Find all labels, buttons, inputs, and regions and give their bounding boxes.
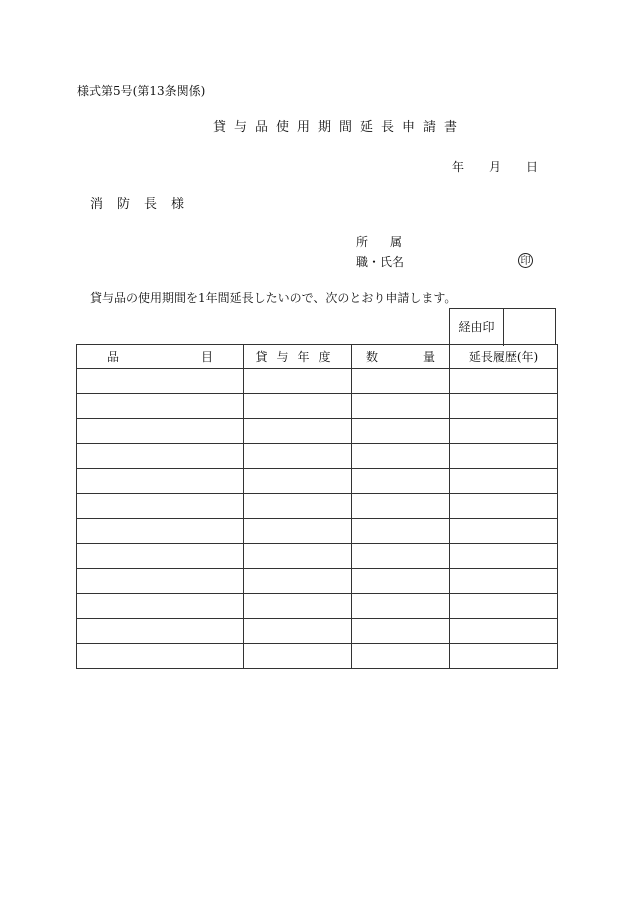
lending-year-cell[interactable]	[244, 544, 352, 569]
extension-history-cell[interactable]	[450, 419, 558, 444]
header-extension-history: 延長履歴(年)	[450, 345, 558, 369]
items-table	[76, 344, 558, 669]
item-cell[interactable]	[77, 369, 244, 394]
header-lending-year: 貸与年度	[244, 345, 352, 369]
item-cell[interactable]	[77, 594, 244, 619]
table-row	[77, 644, 558, 669]
quantity-cell[interactable]	[352, 544, 450, 569]
extension-history-cell[interactable]	[450, 569, 558, 594]
lending-year-cell[interactable]	[244, 419, 352, 444]
header-quantity-char-1: 数	[366, 350, 379, 364]
item-cell[interactable]	[77, 494, 244, 519]
table-header-row	[77, 345, 558, 369]
name-label: 職・氏名	[356, 255, 405, 269]
form-number: 様式第5号(第13条関係)	[77, 84, 206, 98]
quantity-cell[interactable]	[352, 619, 450, 644]
lending-year-cell[interactable]	[244, 494, 352, 519]
application-statement: 貸与品の使用期間を1年間延長したいので、次のとおり申請します。	[90, 291, 457, 305]
table-row	[77, 519, 558, 544]
table-row	[77, 569, 558, 594]
lending-year-cell[interactable]	[244, 619, 352, 644]
extension-history-cell[interactable]	[450, 444, 558, 469]
extension-history-cell[interactable]	[450, 469, 558, 494]
affiliation-label: 所属	[356, 235, 425, 249]
header-item	[77, 345, 244, 369]
item-cell[interactable]	[77, 519, 244, 544]
item-cell[interactable]	[77, 644, 244, 669]
quantity-cell[interactable]	[352, 419, 450, 444]
extension-history-cell[interactable]	[450, 494, 558, 519]
addressee: 消防長様	[90, 197, 199, 212]
extension-history-cell[interactable]	[450, 619, 558, 644]
table-row	[77, 594, 558, 619]
quantity-cell[interactable]	[352, 394, 450, 419]
item-cell[interactable]	[77, 619, 244, 644]
document-title: 貸与品使用期間延長申請書	[213, 120, 466, 135]
item-cell[interactable]	[77, 544, 244, 569]
table-row	[77, 494, 558, 519]
lending-year-cell[interactable]	[244, 594, 352, 619]
lending-year-cell[interactable]	[244, 394, 352, 419]
date-month-field[interactable]: 月	[489, 160, 502, 174]
header-item-char-2: 目	[200, 350, 213, 364]
via-stamp-label: 経由印	[450, 309, 504, 346]
table-row	[77, 394, 558, 419]
quantity-cell[interactable]	[352, 444, 450, 469]
table-row	[77, 444, 558, 469]
table-row	[77, 469, 558, 494]
quantity-cell[interactable]	[352, 469, 450, 494]
extension-history-cell[interactable]	[450, 644, 558, 669]
extension-history-cell[interactable]	[450, 544, 558, 569]
lending-year-cell[interactable]	[244, 519, 352, 544]
lending-year-cell[interactable]	[244, 569, 352, 594]
lending-year-cell[interactable]	[244, 444, 352, 469]
table-row	[77, 369, 558, 394]
date-day-field[interactable]: 日	[526, 160, 539, 174]
table-row	[77, 419, 558, 444]
quantity-cell[interactable]	[352, 494, 450, 519]
quantity-cell[interactable]	[352, 569, 450, 594]
quantity-cell[interactable]	[352, 644, 450, 669]
date-line	[452, 161, 538, 173]
item-cell[interactable]	[77, 394, 244, 419]
header-quantity-char-2: 量	[422, 350, 435, 364]
via-stamp-field[interactable]	[504, 309, 556, 346]
approval-stamp-box	[449, 308, 556, 345]
quantity-cell[interactable]	[352, 519, 450, 544]
table-row	[77, 544, 558, 569]
lending-year-cell[interactable]	[244, 369, 352, 394]
item-cell[interactable]	[77, 469, 244, 494]
item-cell[interactable]	[77, 444, 244, 469]
item-cell[interactable]	[77, 419, 244, 444]
extension-history-cell[interactable]	[450, 394, 558, 419]
extension-history-cell[interactable]	[450, 369, 558, 394]
header-quantity	[352, 345, 450, 369]
table-row	[77, 619, 558, 644]
date-year-field[interactable]: 年	[452, 160, 465, 174]
quantity-cell[interactable]	[352, 369, 450, 394]
seal-mark: 印	[518, 253, 533, 268]
extension-history-cell[interactable]	[450, 519, 558, 544]
lending-year-cell[interactable]	[244, 469, 352, 494]
header-item-char-1: 品	[107, 350, 120, 364]
lending-year-cell[interactable]	[244, 644, 352, 669]
extension-history-cell[interactable]	[450, 594, 558, 619]
item-cell[interactable]	[77, 569, 244, 594]
quantity-cell[interactable]	[352, 594, 450, 619]
